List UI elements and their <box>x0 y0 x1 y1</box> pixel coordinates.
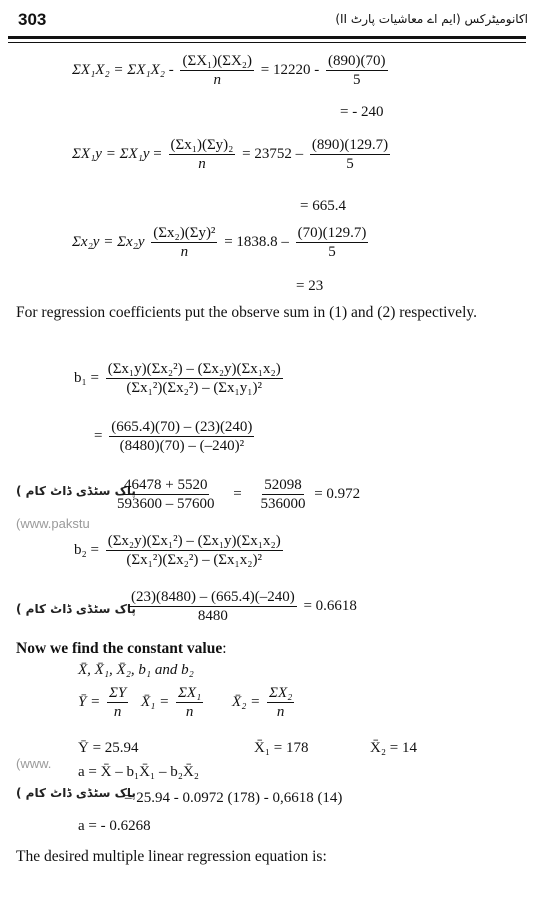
page-number: 303 <box>18 10 47 29</box>
watermark-urdu-3: ( پاک سٹڈی ڈاٹ کام <box>16 786 136 800</box>
constant-variables-list: X̄, X̄₁, X̄₂, b₁ and b₂ <box>78 662 194 678</box>
eq1-sub: = 12220 - <box>260 61 320 78</box>
eq1-result: = - 240 <box>340 104 384 120</box>
x1bar-value: X̄₁ = 178 <box>254 740 309 756</box>
eq3-lhs: Σx₂y = Σx₂y <box>72 233 145 250</box>
paragraph-regression-coefficients: For regression coefficients put the observe sum in (1) and (2) respectively. <box>16 304 477 321</box>
ybar-value: Ȳ = 25.94 <box>78 740 139 756</box>
eq2-lhs: ΣX₁y = ΣX₁y <box>72 145 150 162</box>
watermark-url-1: (www.pakstu <box>16 516 90 531</box>
eq3-result: = 23 <box>296 278 324 294</box>
eq2-result: = 665.4 <box>300 198 346 214</box>
eq2-fraction: $\frac{\text{(Σx₁)(Σy)₂}}{n}$ <box>170 137 234 172</box>
equation-sum-x1x2 <box>72 52 391 89</box>
eq2-eq: = <box>153 145 162 162</box>
x2bar-value: X̄₂ = 14 <box>370 740 418 756</box>
b1-fraction-final: $\frac{52098}{536000}$ <box>260 477 306 512</box>
b1-label: b₁ = <box>74 369 99 386</box>
b1-substitution: = $\frac{(665.4)(70) - (23)(240)}{\text{(8480)(70) – (–240)²}}$ <box>94 419 253 454</box>
eq1-fraction-values: $\frac{(890)(70)}{5}$ <box>328 53 386 88</box>
eq3-fraction: $\frac{\text{(Σx₂)(Σy)²}}{n}$ <box>153 225 216 260</box>
header-rule-thick <box>8 36 526 39</box>
b2-computation <box>126 588 357 625</box>
eq3-sub: = 1838.8 – <box>224 233 289 250</box>
watermark-urdu-1: ( پاک سٹڈی ڈاٹ کام <box>16 484 136 498</box>
equation-sum-x2y <box>72 224 371 261</box>
paragraph-regression-equation: The desired multiple linear regression equation is: <box>16 848 327 865</box>
b2-result: = 0.6618 <box>303 597 357 614</box>
eq1-fraction: $\frac{\text{(ΣX₁)(ΣX₂)}}{n}$ <box>182 53 253 88</box>
b2-fraction-values: $\frac{(23)(8480) - (665.4)(-240)}{8480}$ <box>131 589 295 624</box>
ybar-fraction: $\frac{\Sigma Y}{n}$ <box>108 685 127 720</box>
b2-fraction: $\frac{\text{(Σx₂y)(Σx₁²) – (Σx₁y)(Σx₁x₂)}}{\text{(Σx₁²)(Σx₂²) – (Σx₁x₂)²}}$ <box>107 533 281 568</box>
b1-result: = 0.972 <box>314 485 361 502</box>
a-formula: a = X̄ – b₁X̄₁ – b₂X̄₂ <box>78 764 200 780</box>
eq1-minus: - <box>168 61 174 78</box>
a-result: a = - 0.6268 <box>78 818 151 834</box>
x1bar-fraction: $\frac{\text{ΣX₁}}{n}$ <box>177 685 202 720</box>
header-rule-thin <box>8 42 526 43</box>
eq3-fraction-values: $\frac{(70)(129.7)}{5}$ <box>297 225 367 260</box>
eq1-rhs: = ΣX₁X₂ <box>113 61 165 78</box>
b1-fraction-sum: $\frac{46478 + 5520}{593600 - 57600}$ <box>117 477 215 512</box>
eq2-fraction-values: $\frac{(890)(129.7)}{5}$ <box>311 137 389 172</box>
x2bar-fraction: $\frac{\text{ΣX₂}}{n}$ <box>269 685 293 720</box>
b1-computation: $\frac{46478 + 5520}{593600 - 57600}$ = $\frac{52098}{536000}$ = 0.972 <box>117 477 361 512</box>
means-definitions: Ȳ = $\frac{\Sigma Y}{n}$ X̄₁ = $\frac{\text{ΣX₁}}{n}$ X̄₂ = $\frac{\text{ΣX₂}}{n}$ <box>78 685 293 720</box>
watermark-urdu-2: ( پاک سٹڈی ڈاٹ کام <box>16 602 136 616</box>
b1-formula <box>74 360 286 397</box>
eq2-sub: = 23752 – <box>242 145 304 162</box>
eq1-lhs: ΣX₁X₂ <box>72 61 110 78</box>
a-substitution: = 25.94 - 0.0972 (178) - 0,6618 (14) <box>124 790 343 806</box>
equation-sum-x1y <box>72 136 393 173</box>
constant-heading: Now we find the constant value: <box>16 640 227 657</box>
b1-fraction: $\frac{\text{(Σx₁y)(Σx₂²) – (Σx₂y)(Σx₁x₂)}}{\text{(Σx₁²)(Σx₂²) – (Σx₁y₁)²}}$ <box>107 361 281 396</box>
running-title: اکانومیٹرکس (ایم اے معاشیات پارٹ II) <box>335 12 528 26</box>
watermark-url-2: (www. <box>16 756 52 771</box>
b2-label: b₂ = <box>74 541 99 558</box>
b2-formula <box>74 532 286 569</box>
b1-fraction-values: $\frac{(665.4)(70) - (23)(240)}{\text{(8480)(70) – (–240)²}}$ <box>111 419 253 454</box>
